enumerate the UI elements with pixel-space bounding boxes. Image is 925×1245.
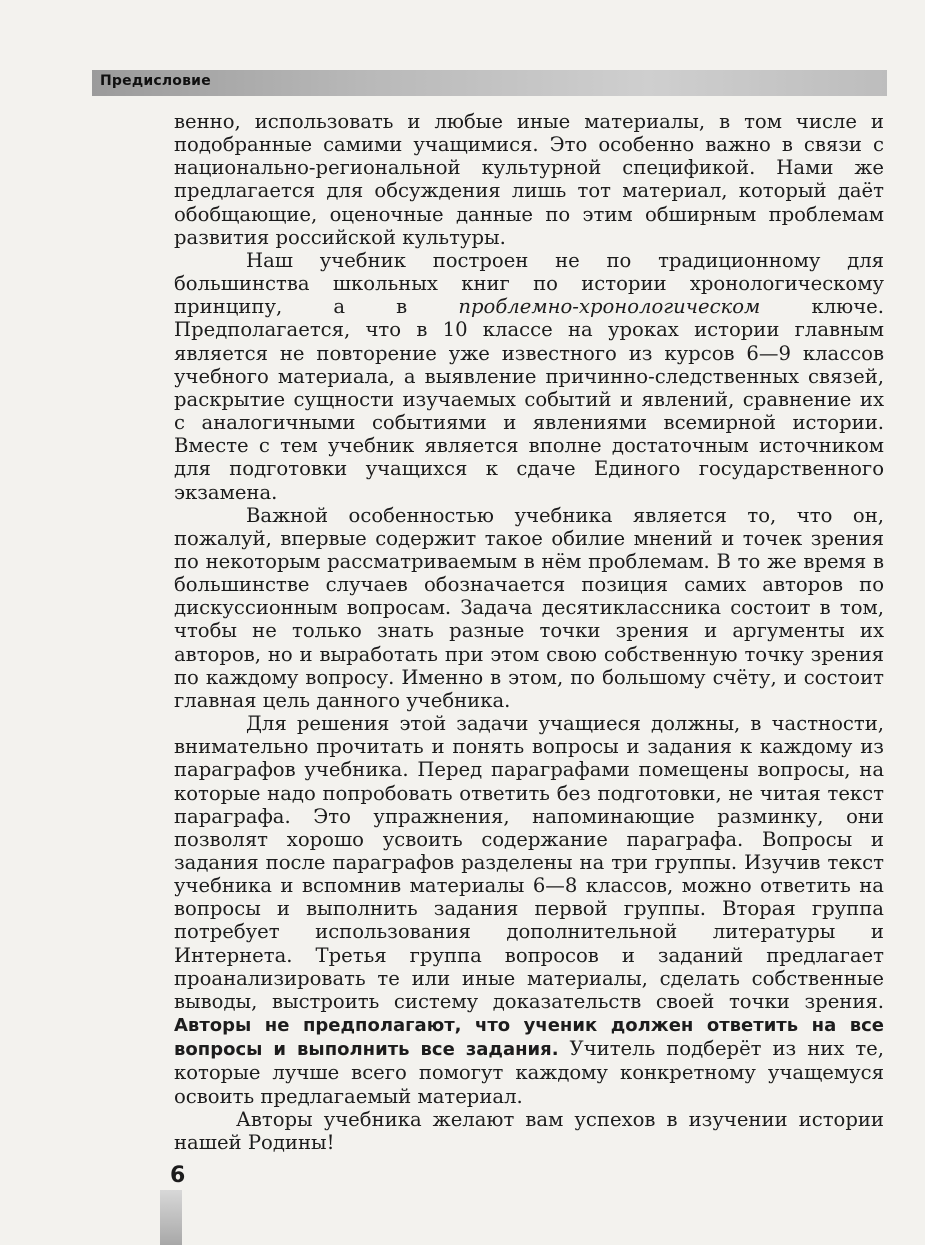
- text-run: Авторы учебника желают вам успехов в изучении истории нашей Родины!: [174, 1107, 884, 1154]
- paragraph: [174, 712, 884, 1108]
- text-run: Для решения этой задачи учащиеся должны, в частности, внимательно прочитать и понять вопросы и задания к каждому из параграфов учебника. Перед параграфами помещены вопросы, на которые надо попробовать ответить без подготовки, не читая текст параграфа. Это упражнения, напоминающие разминку, они позволят хорошо усвоить содержание параграфа. Вопросы и задания после параграфов разделены на три группы. Изучив текст учебника и вспомнив материалы 6—8 классов, можно ответить на вопросы и выполнить задания первой группы. Вторая группа потребует использования дополнительной литературы и Интернета. Третья группа вопросов и заданий предлагает проанализировать те или иные материалы, сделать собственные выводы, выстроить систему доказательств своей точки зрения.: [174, 712, 884, 1013]
- text-run: Наш учебник построен не по традиционному для большинства школьных книг по истории хронологическому принципу, а в: [174, 248, 884, 319]
- page-number: 6: [170, 1163, 186, 1188]
- section-header-bar: [92, 70, 887, 96]
- section-title: Предисловие: [100, 73, 211, 89]
- page-edge-strip: [160, 1190, 182, 1245]
- text-run: ключе. Предполагается, что в 10 классе на уроках истории главным является не повторение уже известного из курсов 6—9 классов учебного материала, а выявление причинно-следственных связей, раскрытие сущности изучаемых событий и явлений, сравнение их с аналогичными событиями и явлениями всемирной истории. Вместе с тем учебник является вполне достаточным источником для подготовки учащихся к сдаче Единого государственного экзамена.: [174, 295, 884, 504]
- paragraph: [174, 249, 884, 504]
- emphasis-bold: Авторы не предполагают, что ученик должен ответить на все вопросы и выполнить все задания.: [174, 1015, 884, 1061]
- text-run: Учитель подберёт из них те, которые лучше всего помогут каждому конкретному учащемуся освоить предлагаемый материал.: [174, 1037, 885, 1108]
- emphasis-italic: проблемно-хронологическом: [458, 295, 761, 319]
- paragraph: [174, 504, 884, 712]
- text-run: Важной особенностью учебника является то, что он, пожалуй, впервые содержит такое обилие мнений и точек зрения по некоторым рассматриваемым в нём проблемам. В то же время в большинстве случаев обозначается позиция самих авторов по дискуссионным вопросам. Задача десятиклассника состоит в том, чтобы не только знать разные точки зрения и аргументы их авторов, но и выработать при этом свою собственную точку зрения по каждому вопросу. Именно в этом, по большому счёту, и состоит главная цель данного учебника.: [174, 503, 884, 712]
- text-run: венно, использовать и любые иные материалы, в том числе и подобранные самими учащимися. Это особенно важно в связи с национально-региональной культурной спецификой. Нами же предлагается для обсуждения лишь тот материал, который даёт обобщающие, оценочные данные по этим обширным проблемам развития российской культуры.: [174, 110, 884, 249]
- preface-body: [174, 110, 884, 1154]
- paragraph: [174, 110, 884, 249]
- paragraph: [174, 1108, 884, 1154]
